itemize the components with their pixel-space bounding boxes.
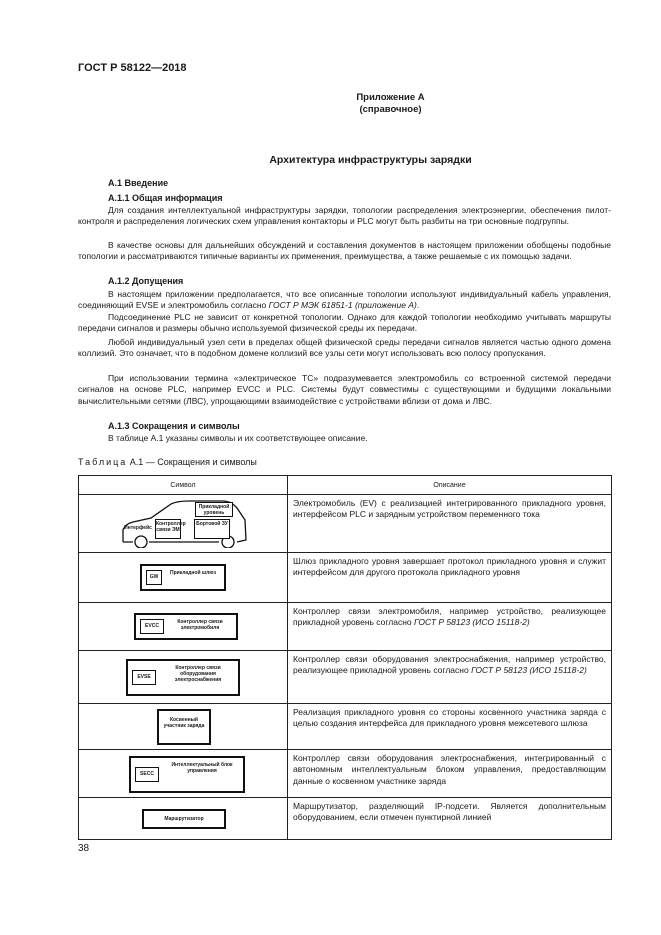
annex-subtitle: (справочное) — [359, 104, 422, 115]
paragraph: В качестве основы для дальнейших обсуждений и составления документов в настоящем приложении обобщены подобные топологии и рассматриваются типичные варианты их применения, преимущества, а также решаемые с их помощью задачи. — [78, 240, 611, 262]
gateway-code-box: GW — [146, 570, 162, 585]
annex-heading — [60, 92, 661, 116]
symbol-cell — [79, 651, 288, 704]
table-row — [79, 603, 612, 651]
paragraph: Подсоединение PLC не зависит от конкретной топологии. Однако для каждой топологии необходимо учитывать маршруты передачи сигналов и размеры обычно используемой физической среды их передачи. — [78, 312, 611, 334]
description-cell: Электромобиль (EV) с реализацией интегрированного прикладного уровня, интерфейсом PLC и зарядным устройством переменного тока — [288, 495, 612, 553]
table-row — [79, 553, 612, 603]
description-cell: Реализация прикладного уровня со стороны косвенного участника заряда с целью создания интерфейса для прикладного уровня межсетевого шлюза — [288, 704, 612, 750]
paragraph: При использовании термина «электрическое ТС» подразумевается электромобиль со встроенной системой передачи сигналов на основе PLC, например EVCC и PLC. Системы будут совместимы с существующими и будущими локальными вычислительными сетями (ЛВС), упрощающими взаимодействие с устройствами вблизи от дома и ЛВС. — [78, 373, 611, 406]
heading-a11: А.1.1 Общая информация — [108, 193, 223, 203]
symbols-table — [78, 475, 612, 840]
ev-comm-controller-box: Контроллер связи ЭМ — [155, 519, 181, 539]
document-code: ГОСТ Р 58122—2018 — [78, 62, 187, 74]
router-symbol: Маршрутизатор — [142, 809, 226, 829]
paragraph: В таблице А.1 указаны символы и их соответствующее описание. — [108, 433, 368, 443]
paragraph: В настоящем приложении предполагается, что все описанные топологии используют индивидуальный кабель управления, соединяющий EVSE и электромобиль согласно ГОСТ Р МЭК 61851-1 (приложение А). — [78, 289, 611, 311]
column-header-symbol: Символ — [79, 476, 288, 495]
description-cell: Маршрутизатор, разделяющий IP-подсети. Является дополнительным оборудованием, если отмечен пунктирной линией — [288, 798, 612, 840]
ev-application-layer-box: Прикладной уровень — [195, 502, 233, 517]
symbol-cell — [79, 750, 288, 798]
description-cell: Контроллер связи электромобиля, например устройство, реализующее прикладной уровень согласно ГОСТ Р 58123 (ИСО 15118-2) — [288, 603, 612, 651]
symbol-cell — [79, 553, 288, 603]
paragraph: Любой индивидуальный узел сети в пределах общей физической среды передачи сигналов является частью одного домена коллизий. Это означает, что в подобном домене коллизий все узлы сети могут использовать всю полосу пропускания. — [78, 337, 611, 359]
gateway-symbol: GW Прикладной шлюз — [140, 564, 226, 591]
description-cell: Контроллер связи оборудования электроснабжения, интегрированный с автономным интеллектуальным блоком управления, предоставляющим данные о косвенном участнике заряда — [288, 750, 612, 798]
description-cell: Шлюз прикладного уровня завершает протокол прикладного уровня и служит интерфейсом для другого протокола прикладного уровня — [288, 553, 612, 603]
table-header-row — [79, 476, 612, 495]
table-row — [79, 651, 612, 704]
table-row — [79, 704, 612, 750]
standard-reference: ГОСТ Р МЭК 61851-1 (приложение А) — [268, 300, 417, 311]
symbol-cell — [79, 798, 288, 840]
evse-code-box: EVSE — [132, 670, 156, 685]
annex-title: Приложение А — [356, 92, 425, 103]
paragraph: Для создания интеллектуальной инфраструктуры зарядки, топологии распределения электроэнергии, обеспечения пилот-контроля и распределения логических схем управления контакторы и PLC могут быть разбиты на три основные подгруппы. — [78, 205, 611, 227]
table-row — [79, 750, 612, 798]
ev-onboard-charger-box: Бортовой ЗУ — [194, 519, 230, 539]
symbol-cell — [79, 704, 288, 750]
secc-symbol: SECC Интеллектуальный блок управления — [129, 756, 245, 793]
table-row — [79, 798, 612, 840]
symbol-cell — [79, 603, 288, 651]
heading-a13: А.1.3 Сокращения и символы — [108, 421, 240, 431]
evcc-symbol: EVCC Контроллер связи электромобиля — [134, 613, 238, 640]
heading-a1: А.1 Введение — [108, 178, 169, 188]
table-row — [79, 495, 612, 553]
description-cell: Контроллер связи оборудования электроснабжения, например устройство, реализующее прикладной уровень согласно ГОСТ Р 58123 (ИСО 15118-2) — [288, 651, 612, 704]
column-header-description: Описание — [288, 476, 612, 495]
symbol-cell — [79, 495, 288, 553]
secc-code-box: SECC — [135, 767, 159, 782]
section-title: Архитектура инфраструктуры зарядки — [269, 154, 472, 166]
evcc-code-box: EVCC — [140, 619, 164, 634]
indirect-participant-symbol: Косвенный участник заряда — [157, 709, 211, 745]
ev-interface-label: Интерфейс — [124, 525, 152, 531]
page-number: 38 — [78, 843, 90, 854]
table-caption: Таблица А.1 — Сокращения и символы — [78, 457, 257, 467]
evse-symbol: EVSE Контроллер связи оборудования электроснабжения — [126, 659, 240, 696]
heading-a12: А.1.2 Допущения — [108, 276, 184, 286]
